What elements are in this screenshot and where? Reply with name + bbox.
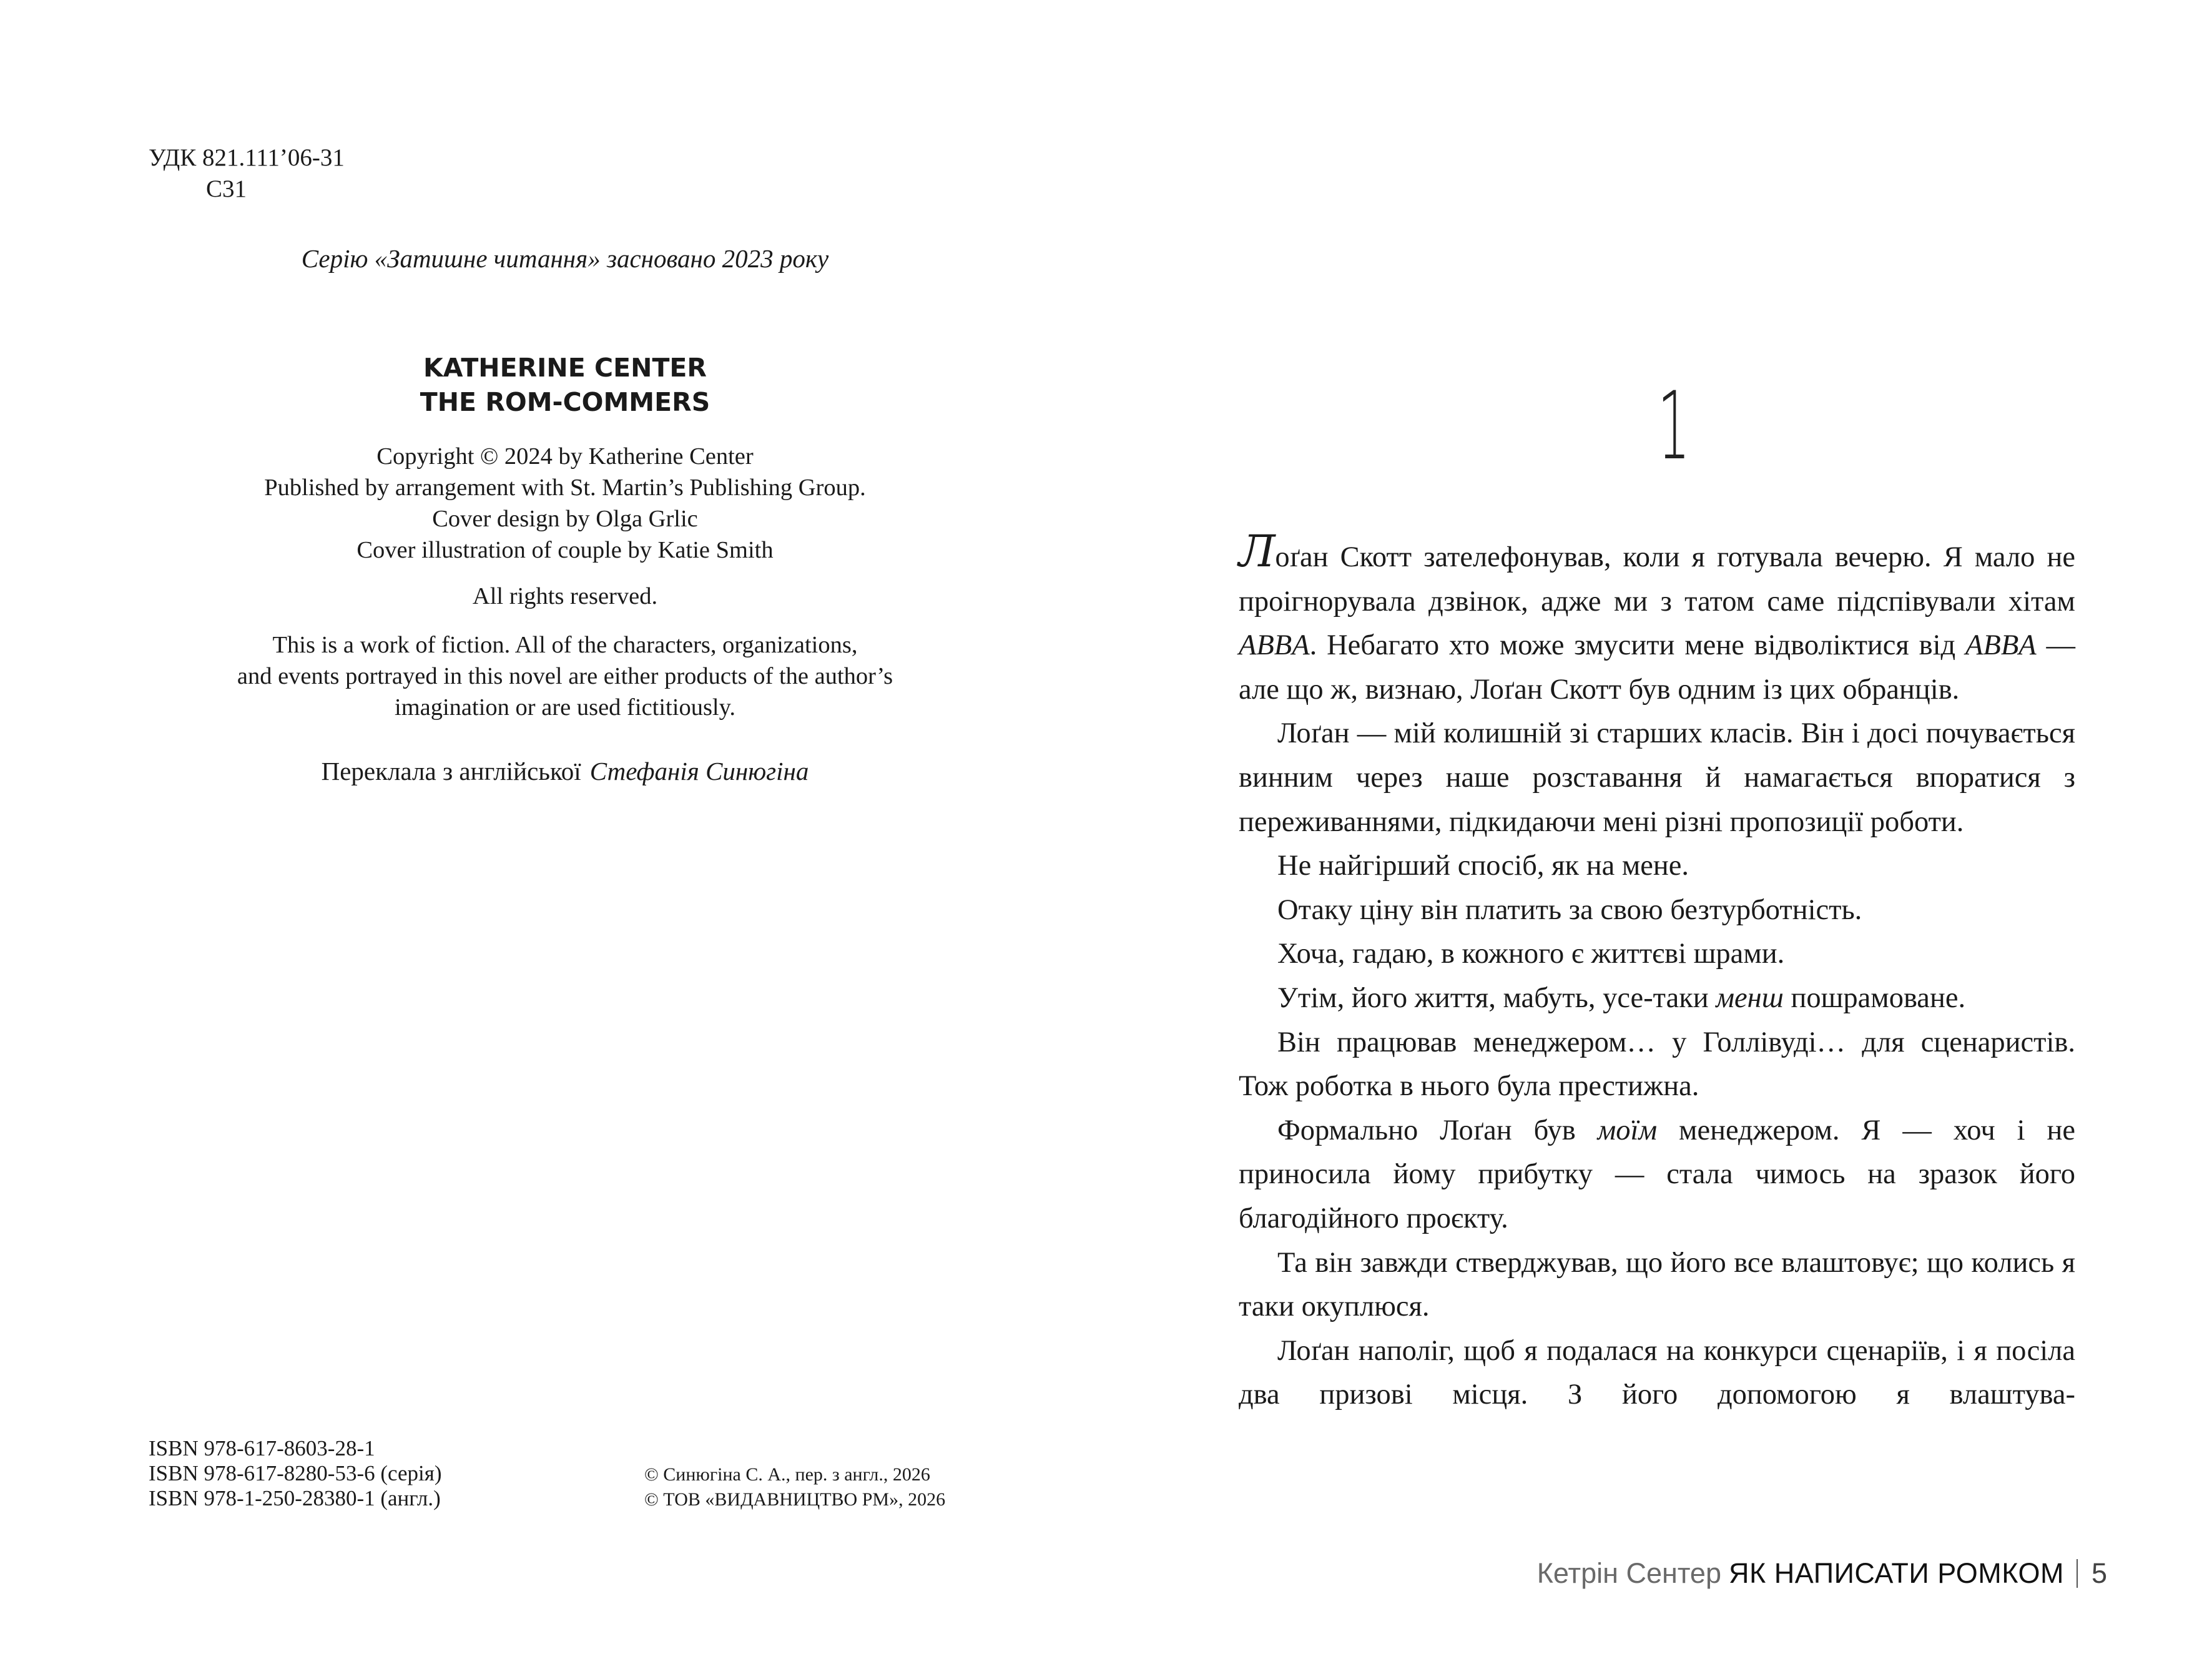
isbn-line: ISBN 978-617-8280-53-6 (серія) (149, 1461, 442, 1485)
isbn-block (149, 1436, 442, 1511)
publisher-copyright-line: © Синюгіна С. А., пер. з англ., 2026 (644, 1464, 930, 1485)
fiction-line: This is a work of fiction. All of the characters, organizations, (272, 632, 858, 658)
drop-cap: Л (1239, 526, 1276, 577)
chapter-number (1646, 372, 1702, 481)
running-head (1537, 1555, 2107, 1592)
translator-name: Стефанія Синюгіна (589, 757, 809, 785)
udk-code: УДК 821.111’06-31 (149, 144, 345, 171)
fiction-disclaimer (0, 629, 1130, 723)
isbn-line: ISBN 978-617-8603-28-1 (149, 1436, 375, 1460)
chapter-number-text: 1 (1658, 372, 1690, 481)
publisher-copyright-line: © ТОВ «ВИДАВНИЦТВО РМ», 2026 (644, 1489, 946, 1510)
emphasis: моїм (1597, 1114, 1658, 1146)
paragraph: Формально Лоґан був моїм менеджером. Я — хоч і не приносила йому прибутку — стала чимось на зразок його благодійного проєкту. (1239, 1114, 2075, 1234)
fiction-line: and events portrayed in this novel are either products of the author’s (237, 663, 893, 689)
copyright-line: Cover design by Olga Grlic (432, 506, 698, 532)
copyright-block (0, 441, 1130, 566)
paragraph: Не найгірший спосіб, як на мене. (1277, 850, 1689, 882)
copyright-line: Copyright © 2024 by Katherine Center (376, 443, 754, 470)
series-note: Серію «Затишне читання» засновано 2023 року (301, 244, 829, 273)
band-name: ABBA (1965, 629, 2037, 662)
translator-credit (0, 754, 1130, 789)
paragraph: Отаку ціну він платить за свою безтурботність. (1277, 893, 1862, 926)
isbn-line: ISBN 978-1-250-28380-1 (англ.) (149, 1486, 441, 1510)
copyright-line: Published by arrangement with St. Martin’s Publishing Group. (264, 475, 866, 501)
author-mark: С31 (206, 175, 247, 202)
paragraph: Лоґан — мій колишній зі старших класів. Він і досі почувається винним через наше розставання й намагається впоратися з переживаннями, підкидаючи мені різні пропозиції роботи. (1239, 717, 2075, 838)
rights-reserved: All rights reserved. (472, 583, 658, 609)
emphasis: менш (1716, 982, 1784, 1014)
paragraph: Утім, його життя, мабуть, усе-таки менш пошрамоване. (1277, 982, 1966, 1014)
translator-label: Переклала з англійської (321, 757, 581, 785)
paragraph: Та він завжди стверджував, що його все влаштовує; що колись я таки окуплюся. (1239, 1246, 2075, 1323)
paragraph: Він працював менеджером… у Голлівуді… для сценаристів. Тож роботка в нього була престижна. (1239, 1026, 2075, 1103)
running-head-title: ЯК НАПИСАТИ РОМКОМ (1729, 1557, 2064, 1589)
fiction-line: imagination or are used fictitiously. (395, 694, 735, 721)
original-title: THE ROM-COMMERS (420, 387, 710, 417)
paragraph: Хоча, гадаю, в кожного є життєві шрами. (1277, 938, 1785, 970)
original-author-title (0, 351, 1130, 420)
copyright-line: Cover illustration of couple by Katie Smith (356, 537, 774, 563)
original-author: KATHERINE CENTER (423, 353, 707, 383)
paragraph: Лоґан наполіг, щоб я подалася на конкурси сценаріїв, і я посіла два призові місця. З його допомогою я влаштува- (1239, 1334, 2075, 1411)
chapter-text (1239, 526, 2075, 1417)
paragraph: Лоґан Скотт зателефонував, коли я готувала вечерю. Я мало не проігнорувала дзвінок, адже ми з татом саме підспівували хітам ABBA. Небагато хто може змусити мене відволіктися від ABBA — але що ж, визнаю, Лоґан Скотт був одним із цих обранців. (1239, 526, 2075, 706)
publisher-copyright (644, 1462, 945, 1512)
running-head-divider (2077, 1559, 2078, 1588)
band-name: ABBA (1239, 629, 1310, 662)
page-number: 5 (2091, 1557, 2107, 1589)
running-head-author: Кетрін Сентер (1536, 1557, 1721, 1589)
